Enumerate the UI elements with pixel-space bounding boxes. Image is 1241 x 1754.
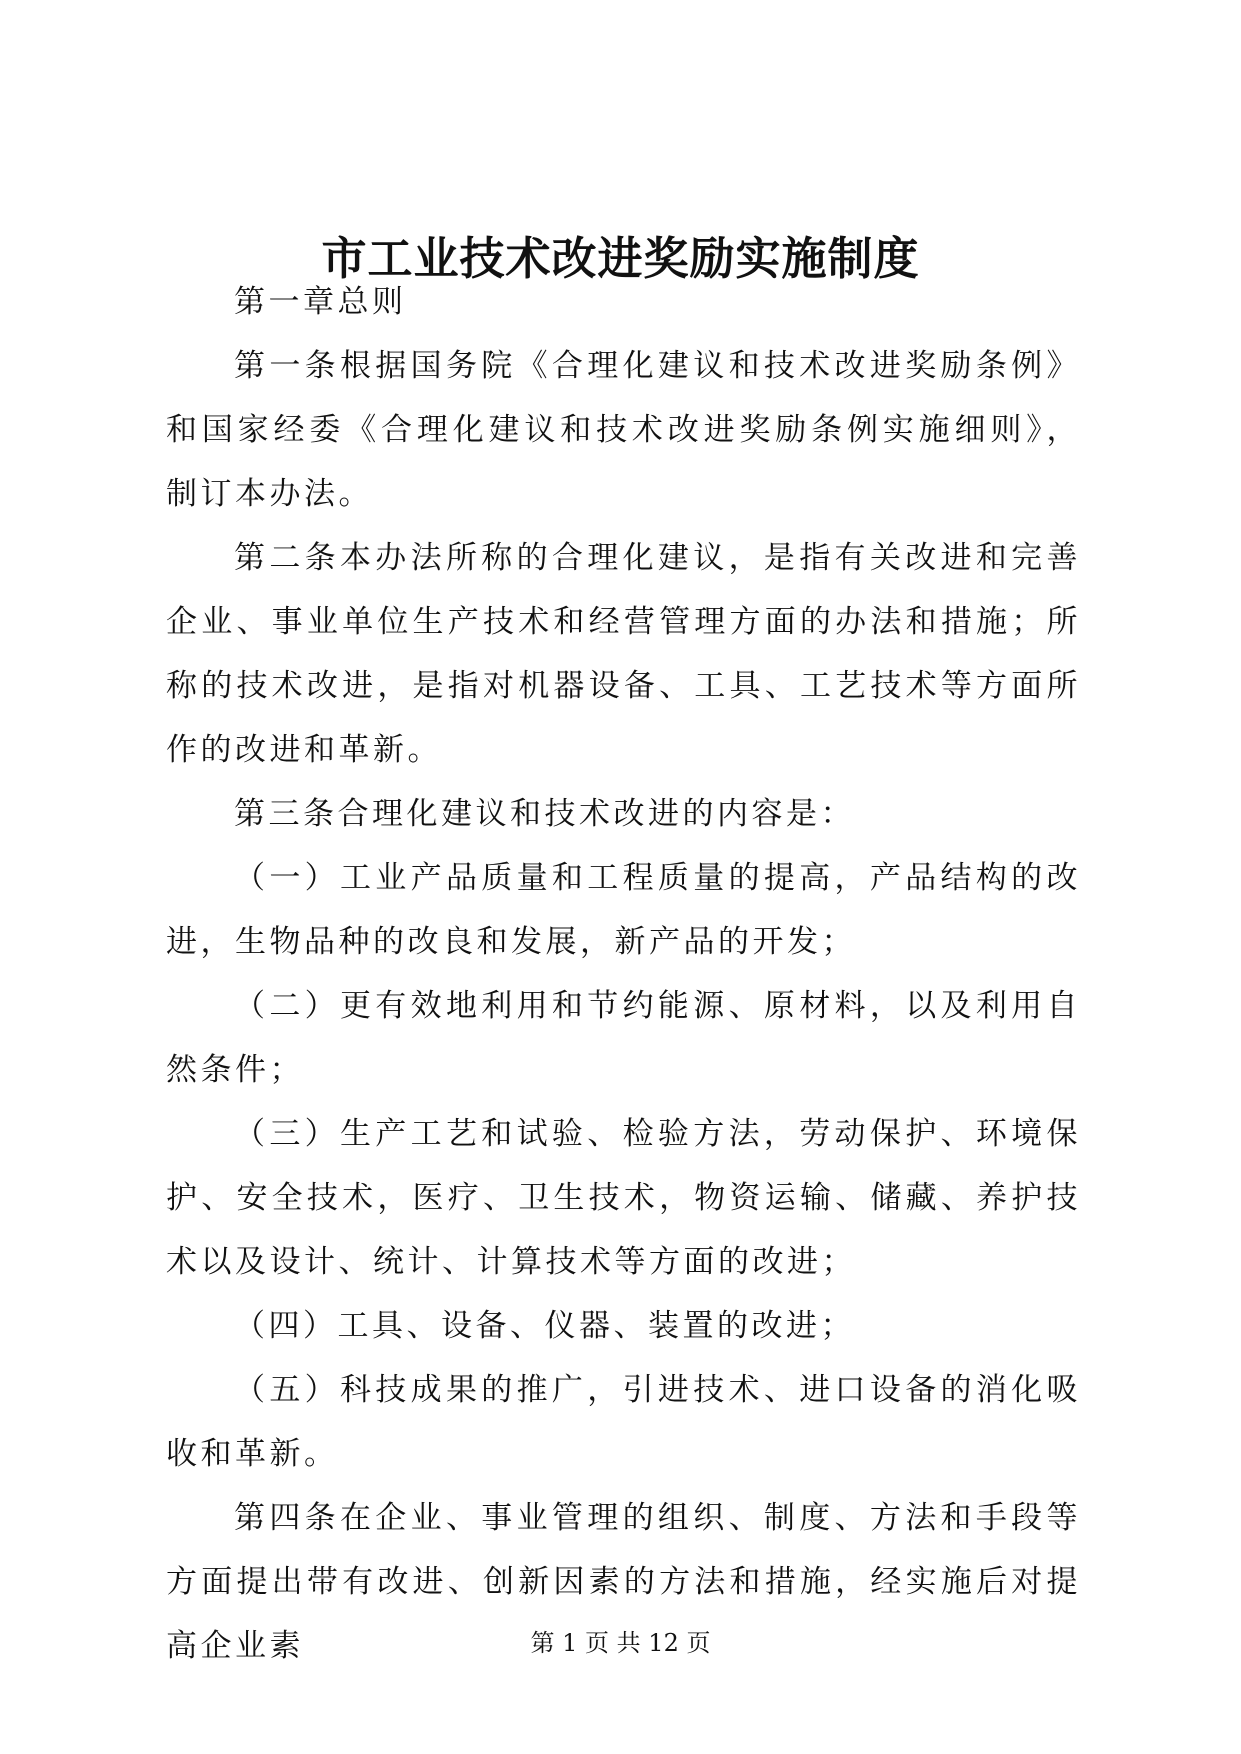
- article-3-item-3: （三）生产工艺和试验、检验方法，劳动保护、环境保护、安全技术，医疗、卫生技术，物资运输、储藏、养护技术以及设计、统计、计算技术等方面的改进；: [166, 1116, 1081, 1280]
- article-3: 第三条合理化建议和技术改进的内容是：: [234, 796, 855, 832]
- article-4: 第四条在企业、事业管理的组织、制度、方法和手段等方面提出带有改进、创新因素的方法和措施，经实施后对提高企业素: [166, 1500, 1081, 1664]
- article-3-item-5: （五）科技成果的推广，引进技术、进口设备的消化吸收和革新。: [166, 1372, 1081, 1472]
- article-2: 第二条本办法所称的合理化建议，是指有关改进和完善企业、事业单位生产技术和经营管理方面的办法和措施；所称的技术改进，是指对机器设备、工具、工艺技术等方面所作的改进和革新。: [166, 540, 1081, 768]
- document-title: 市工业技术改进奖励实施制度: [321, 232, 920, 285]
- article-3-item-1: （一）工业产品质量和工程质量的提高，产品结构的改进，生物品种的改良和发展，新产品的开发；: [166, 860, 1081, 960]
- chapter-heading: 第一章总则: [234, 284, 407, 320]
- document-body: [166, 270, 1081, 1678]
- article-1: 第一条根据国务院《合理化建议和技术改进奖励条例》和国家经委《合理化建议和技术改进奖励条例实施细则》，制订本办法。: [166, 348, 1081, 512]
- page-footer: 第 1 页 共 12 页: [530, 1629, 711, 1657]
- article-3-item-2: （二）更有效地利用和节约能源、原材料，以及利用自然条件；: [166, 988, 1081, 1088]
- article-3-item-4: （四）工具、设备、仪器、装置的改进；: [234, 1308, 855, 1344]
